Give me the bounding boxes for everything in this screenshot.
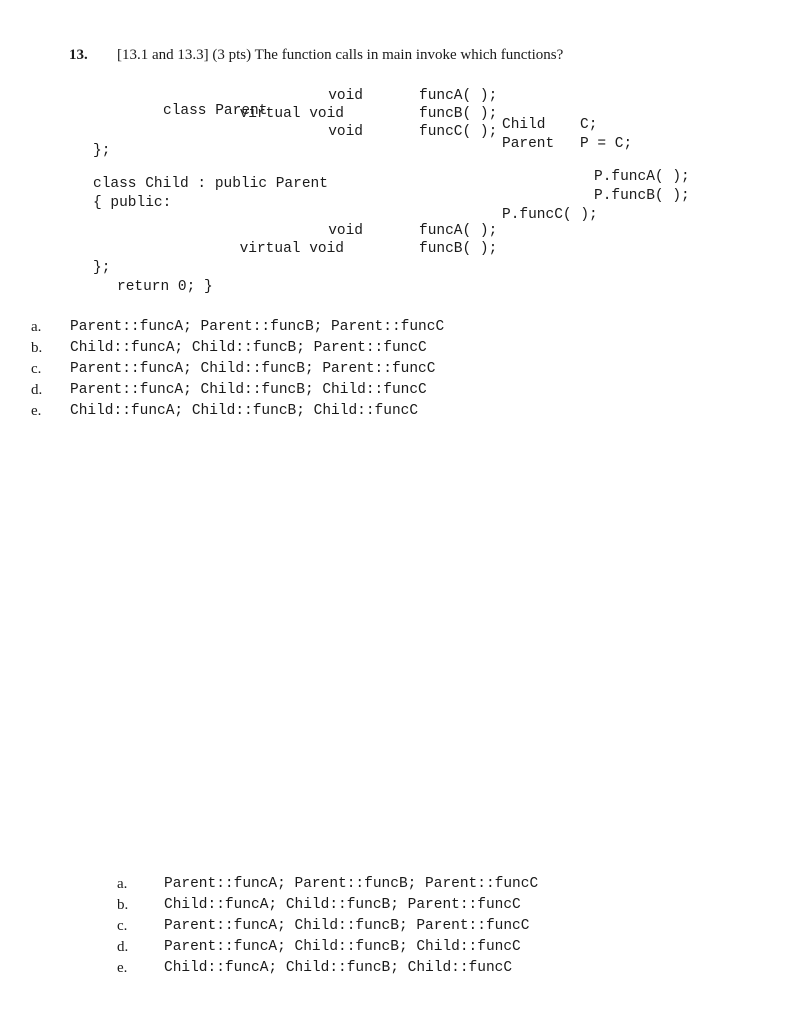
option-text-top-e[interactable]: Child::funcA; Child::funcB; Child::funcC: [70, 403, 419, 419]
code-main-decl1-type: Child: [502, 117, 546, 133]
code-parent-func-2: funcC( );: [419, 124, 498, 140]
code-child-func-1: funcB( );: [419, 241, 498, 257]
option-letter-bottom-e: e.: [117, 960, 128, 976]
code-main-decl1-var: C;: [580, 117, 598, 133]
option-text-top-d[interactable]: Parent::funcA; Child::funcB; Child::funcC: [70, 382, 427, 398]
code-child-close: };: [93, 260, 111, 276]
option-letter-top-a: a.: [31, 319, 42, 335]
option-text-bottom-a[interactable]: Parent::funcA; Parent::funcB; Parent::funcC: [164, 876, 539, 892]
code-child-header: class Child : public Parent: [93, 176, 328, 192]
code-main-call-c: P.funcC( );: [502, 207, 598, 223]
option-letter-bottom-a: a.: [117, 876, 128, 892]
code-parent-type-1: virtual void: [239, 106, 344, 122]
code-cutoff-text: class Parent: [163, 103, 268, 119]
code-parent-func-0: funcA( );: [419, 88, 498, 104]
code-cutoff-header: [163, 80, 268, 119]
option-text-top-a[interactable]: Parent::funcA; Parent::funcB; Parent::funcC: [70, 319, 445, 335]
code-parent-type-2: void: [328, 124, 363, 140]
option-text-top-b[interactable]: Child::funcA; Child::funcB; Parent::funcC: [70, 340, 427, 356]
code-parent-close: };: [93, 143, 111, 159]
code-main-call-a: P.funcA( );: [594, 169, 690, 185]
option-letter-bottom-d: d.: [117, 939, 129, 955]
option-letter-bottom-c: c.: [117, 918, 128, 934]
option-text-bottom-b[interactable]: Child::funcA; Child::funcB; Parent::funcC: [164, 897, 521, 913]
code-main-call-b: P.funcB( );: [594, 188, 690, 204]
option-letter-top-c: c.: [31, 361, 42, 377]
code-child-func-0: funcA( );: [419, 223, 498, 239]
code-child-public: { public:: [93, 195, 172, 211]
code-child-type-1: virtual void: [239, 241, 344, 257]
option-letter-bottom-b: b.: [117, 897, 129, 913]
code-parent-func-1: funcB( );: [419, 106, 498, 122]
option-letter-top-d: d.: [31, 382, 43, 398]
code-child-type-0: void: [328, 223, 363, 239]
code-main-decl2-type: Parent: [502, 136, 555, 152]
option-text-bottom-d[interactable]: Parent::funcA; Child::funcB; Child::funcC: [164, 939, 521, 955]
code-main-decl2-var: P = C;: [580, 136, 633, 152]
option-text-bottom-c[interactable]: Parent::funcA; Child::funcB; Parent::funcC: [164, 918, 530, 934]
question-text: [13.1 and 13.3] (3 pts) The function calls in main invoke which functions?: [117, 47, 564, 63]
option-text-bottom-e[interactable]: Child::funcA; Child::funcB; Child::funcC: [164, 960, 513, 976]
option-letter-top-e: e.: [31, 403, 42, 419]
code-return-line: return 0; }: [117, 279, 213, 295]
option-text-top-c[interactable]: Parent::funcA; Child::funcB; Parent::funcC: [70, 361, 436, 377]
code-parent-type-0: void: [328, 88, 363, 104]
question-number: 13.: [69, 47, 88, 63]
option-letter-top-b: b.: [31, 340, 43, 356]
